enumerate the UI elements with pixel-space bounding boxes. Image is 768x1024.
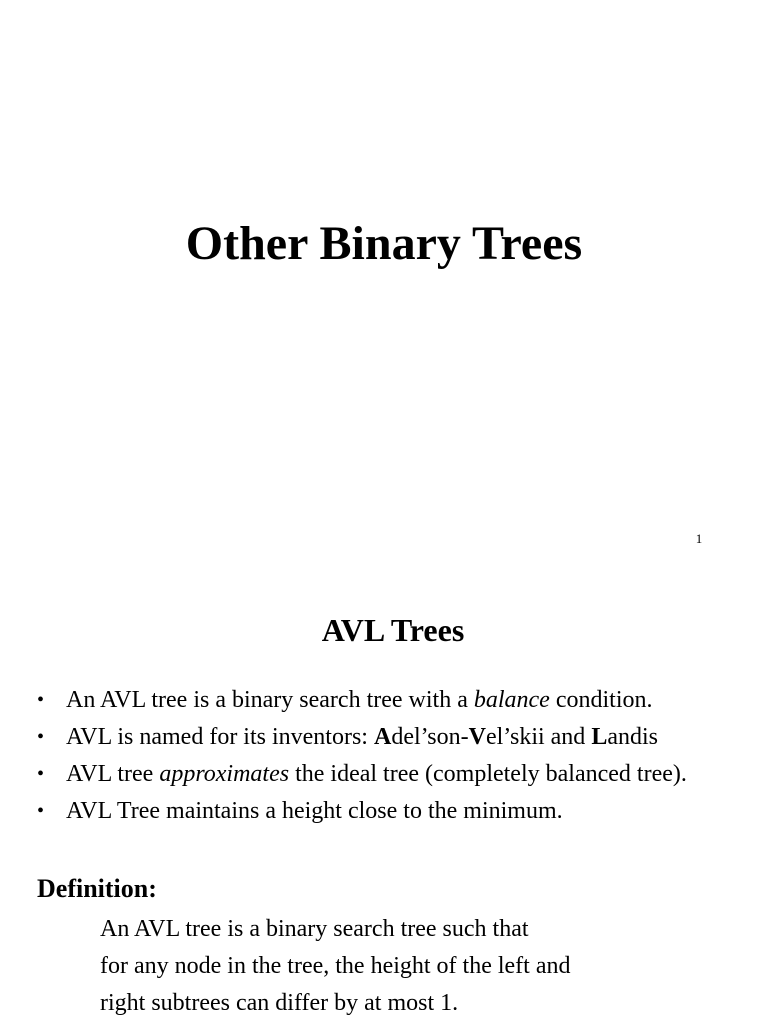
- definition-heading: Definition:: [37, 874, 157, 903]
- emphasis-text: approximates: [159, 761, 290, 787]
- bullet-text-part: AVL is named for its inventors:: [66, 724, 374, 750]
- bullet-item: [37, 756, 757, 793]
- definition-line: An AVL tree is a binary search tree such that: [100, 916, 529, 942]
- bullet-item: [37, 719, 757, 756]
- bullet-icon: •: [37, 689, 45, 711]
- slide-title: AVL Trees: [321, 612, 465, 648]
- bullet-text-part: the ideal tree (completely balanced tree).: [289, 761, 687, 787]
- definition-line: for any node in the tree, the height of the left and: [100, 953, 571, 979]
- bullet-text-part: del’son-: [391, 724, 469, 750]
- definition-body: [100, 911, 720, 1022]
- bullet-text: [66, 793, 563, 830]
- bullet-text: [66, 756, 687, 793]
- emphasis-text: balance: [473, 687, 550, 713]
- page-number: 1: [695, 531, 703, 546]
- bullet-list: [37, 682, 757, 830]
- bullet-text-part: AVL tree: [66, 761, 160, 787]
- bullet-text-part: An AVL tree is a binary search tree with a: [66, 687, 474, 713]
- slide-title: Other Binary Trees: [185, 217, 583, 270]
- bullet-text: [66, 682, 653, 719]
- bullet-icon: •: [37, 726, 45, 748]
- avl-slide: [0, 576, 768, 1024]
- bullet-icon: •: [37, 800, 45, 822]
- bullet-text: [66, 719, 658, 756]
- bullet-text-part: condition.: [549, 687, 653, 713]
- bullet-text-part: andis: [607, 724, 658, 750]
- bold-initial: L: [591, 724, 608, 750]
- definition-line: right subtrees can differ by at most 1.: [100, 990, 459, 1016]
- bullet-item: [37, 682, 757, 719]
- bold-initial: V: [468, 724, 486, 750]
- bullet-text-part: AVL Tree maintains a height close to the minimum.: [66, 798, 563, 824]
- bold-initial: A: [373, 724, 392, 750]
- bullet-text-part: el’skii and: [485, 724, 592, 750]
- bullet-item: [37, 793, 757, 830]
- bullet-icon: •: [37, 763, 45, 785]
